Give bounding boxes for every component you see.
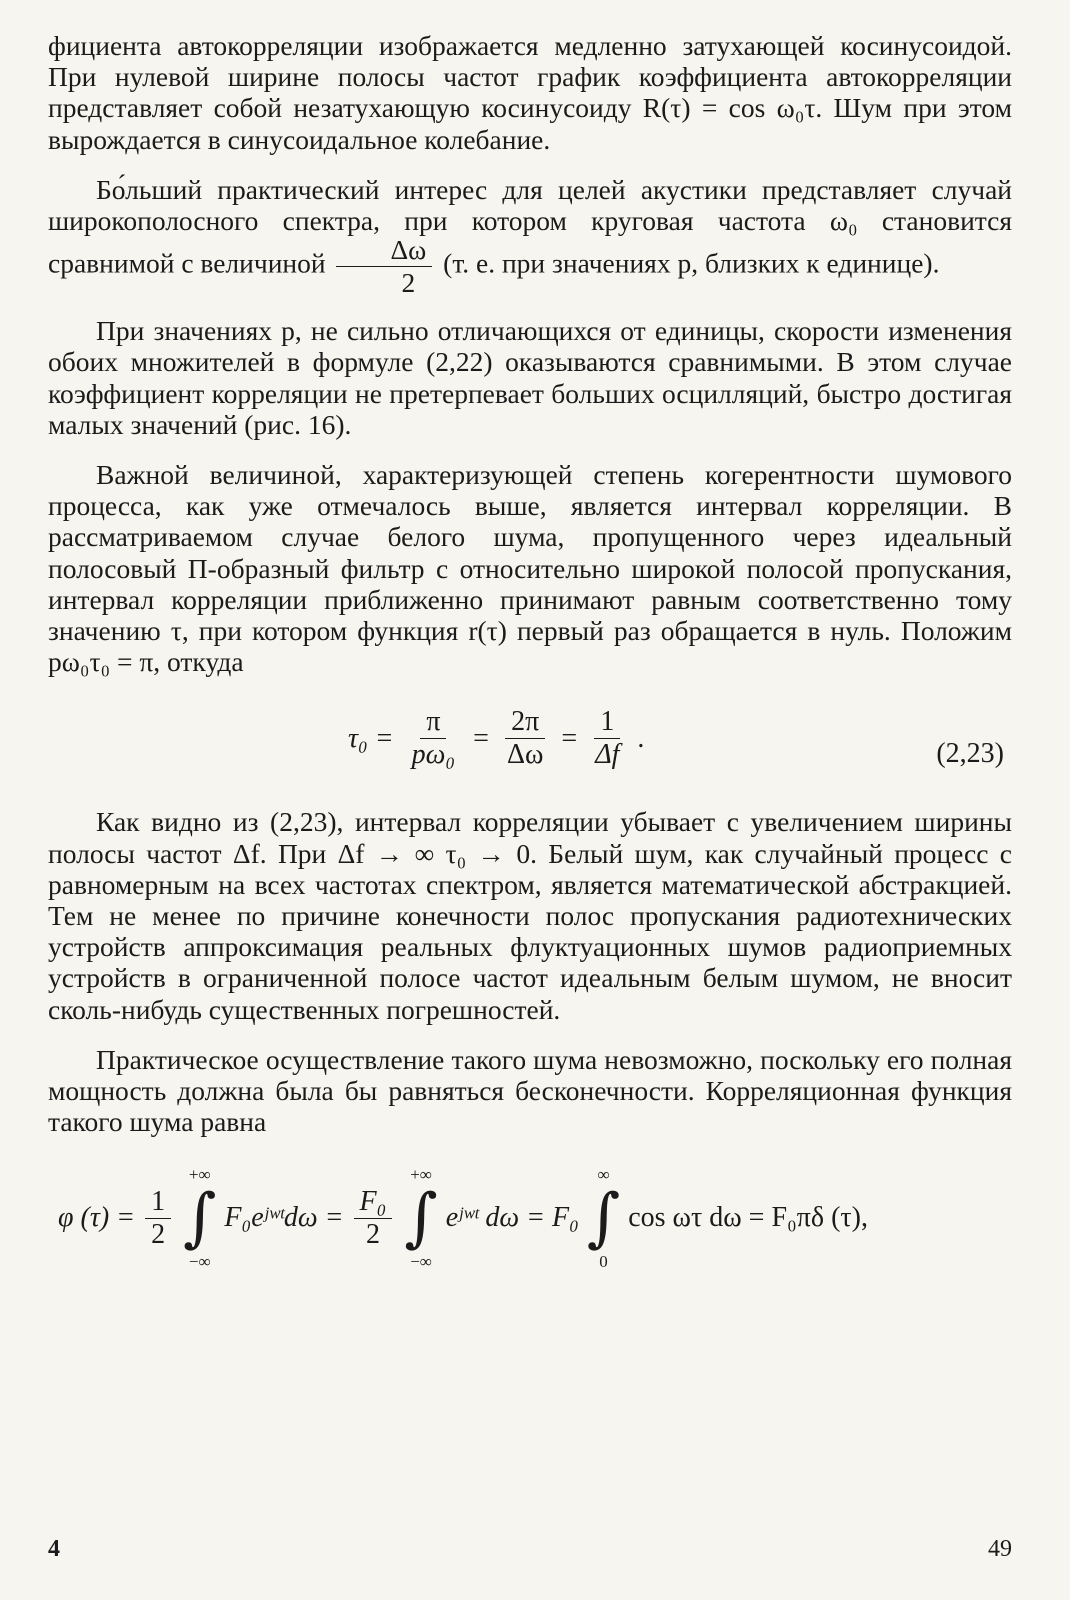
integral-2: [404, 1166, 437, 1270]
integral-3: [587, 1166, 620, 1270]
paragraph-1: фициента автокорреляции изображается медленно затухающей косинусоидой. При нулевой ширине полосы частот график коэффициента автокорреляции представляет собой незатухающую косинусоиду R(τ) = cos ω₀τ. Шум при этом вырождается в синусоидальное колебание.: [48, 30, 1012, 155]
formula-lhs: τ₀ =: [348, 722, 394, 754]
integral-sign-1: ∫: [183, 1181, 217, 1256]
integrand-1: F₀eʲʷᵗdω =: [224, 1202, 344, 1234]
formula-eq-2: =: [561, 722, 578, 754]
corr-frac-1-num: 1: [145, 1188, 171, 1219]
page-number: 49: [988, 1536, 1012, 1562]
frac-3-den: Δf: [595, 739, 620, 771]
corr-frac-2-den: 2: [365, 1218, 380, 1250]
page-content: [48, 30, 1012, 1306]
corr-frac-2-num: F₀: [354, 1188, 393, 1219]
corr-frac-1: [145, 1185, 171, 1250]
integral-1-lower: −∞: [188, 1252, 211, 1272]
signature-mark: 4: [48, 1536, 60, 1562]
integral-3-lower: 0: [599, 1252, 608, 1272]
integral-1: [183, 1166, 216, 1270]
frac-3-num: 1: [594, 708, 620, 739]
integral-1-upper: +∞: [188, 1165, 211, 1185]
formula-frac-1: [406, 708, 462, 769]
integrand-2: eʲʷᵗ dω = F₀: [445, 1202, 579, 1234]
formula-frac-2: [501, 708, 549, 769]
formula-2-23: [48, 696, 1012, 806]
frac-1-den: pω₀: [411, 739, 456, 771]
paragraph-5: Как видно из (2,23), интервал корреляции убывает с увеличением ширины полосы частот Δf. При Δf → ∞ τ₀ → 0. Белый шум, как случайный процесс с равномерным на всех частотах спектром, является математической абстракцией. Тем не менее по причине конечности полос пропускания радиотехнических устройств аппроксимация реальных флуктуационных шумов радиоприемных устройств в ограниченной полосе частот идеальным белым шумом, не вносит сколь-нибудь существенных погрешностей.: [48, 806, 1012, 1025]
formula-tail: .: [637, 722, 645, 754]
integral-2-lower: −∞: [410, 1252, 432, 1272]
integral-sign-3: ∫: [586, 1181, 621, 1256]
frac-1-num: π: [420, 708, 446, 739]
integral-2-upper: +∞: [410, 1165, 432, 1185]
inline-fraction-num: Δω: [336, 236, 432, 267]
paragraph-2-text: Бо́льший практический интерес для целей акустики представляет случай широкополосного спектра, при котором круговая частота ω₀ становится сравнимой с величиной: [48, 173, 1012, 279]
frac-2-den: Δω: [506, 739, 544, 771]
frac-2-num: 2π: [505, 708, 545, 739]
integral-sign-2: ∫: [404, 1181, 438, 1256]
paragraph-2-tail: (т. е. при значениях p, близких к единице).: [443, 247, 940, 279]
inline-fraction: [336, 236, 432, 296]
paragraph-2: [48, 174, 1012, 296]
equation-number: (2,23): [936, 738, 1004, 770]
formula-correlation: [48, 1156, 1012, 1306]
paragraph-6: Практическое осуществление такого шума невозможно, поскольку его полная мощность должна была бы равняться бесконечности. Корреляционная функция такого шума равна: [48, 1043, 1012, 1138]
paragraph-4: Важной величиной, характеризующей степень когерентности шумового процесса, как уже отмечалось выше, является интервал корреляции. В рассматриваемом случае белого шума, пропущенного через идеальный полосовый П-образный фильтр с относительно широкой полосой пропускания, интервал корреляции приближенно принимают равным соответственно тому значению τ, при котором функция r(τ) первый раз обращается в нуль. Положим pω₀τ₀ = π, откуда: [48, 459, 1012, 678]
page-footer: [48, 1536, 1012, 1563]
formula-eq-1: =: [473, 722, 489, 754]
formula-frac-3: [589, 708, 625, 769]
corr-frac-1-den: 2: [151, 1218, 166, 1250]
inline-fraction-den: 2: [401, 266, 416, 298]
paragraph-3: При значениях p, не сильно отличающихся от единицы, скорости изменения обоих множителей в формуле (2,22) оказываются сравнимыми. В этом случае коэффициент корреляции не претерпевает больших осцилляций, быстро достигая малых значений (рис. 16).: [48, 315, 1012, 440]
corr-frac-2: [354, 1185, 393, 1250]
corr-lhs: φ (τ) =: [58, 1202, 136, 1234]
integral-3-upper: ∞: [597, 1165, 610, 1185]
integrand-3: cos ωτ dω = F₀πδ (τ),: [628, 1202, 869, 1234]
